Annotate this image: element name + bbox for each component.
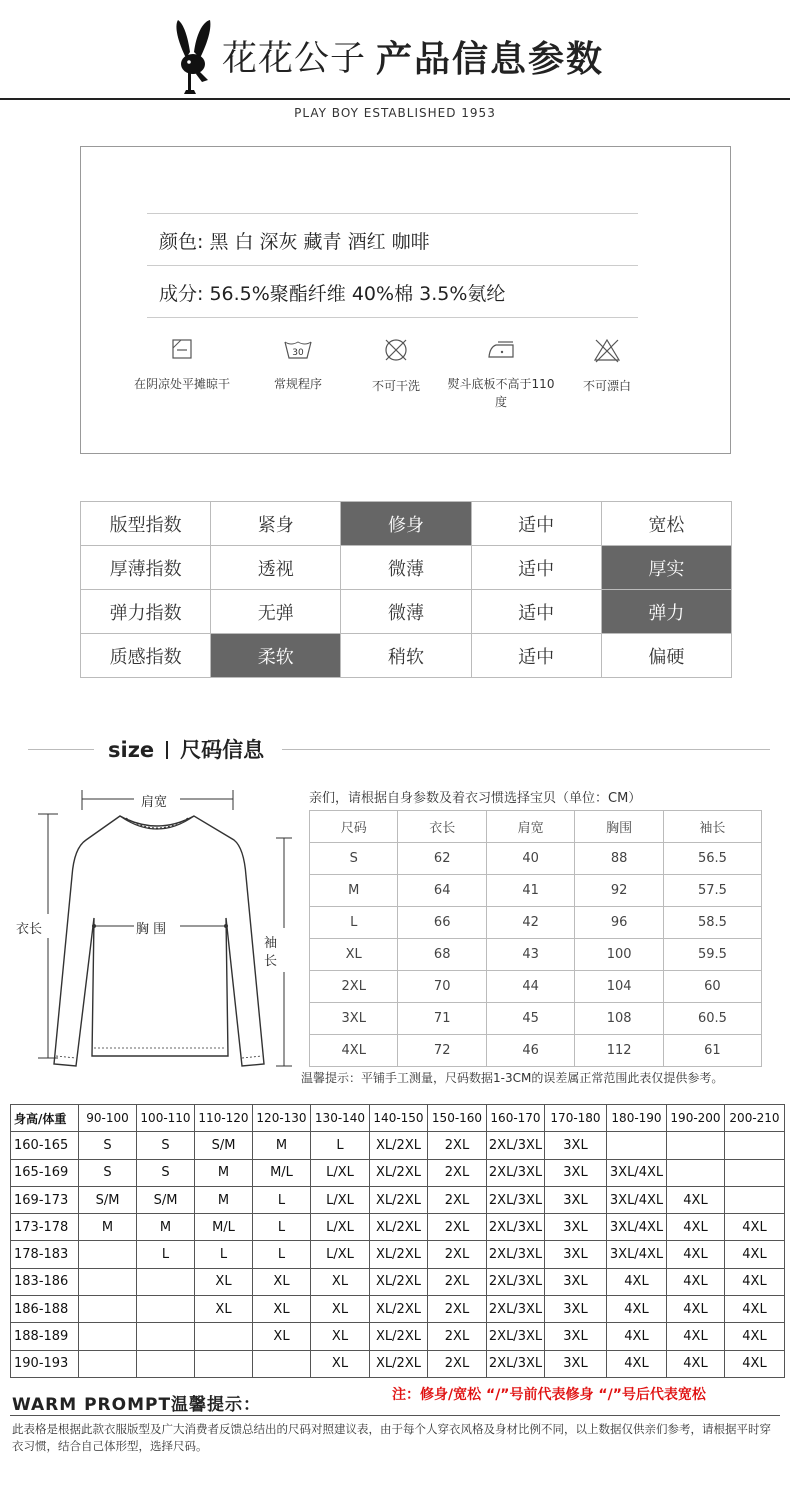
column-header: 160-170: [487, 1105, 545, 1132]
material-line: 成分: 56.5%聚酯纤维 40%棉 3.5%氨纶: [159, 283, 506, 305]
table-cell: 2XL/3XL: [487, 1350, 545, 1377]
table-cell: M: [253, 1132, 311, 1159]
table-cell: XL/2XL: [370, 1186, 428, 1213]
table-cell: 4XL: [607, 1323, 667, 1350]
table-cell-selected: 弹力: [601, 590, 731, 634]
table-cell: 适中: [471, 502, 601, 546]
column-header: 衣长: [398, 811, 486, 843]
table-cell: 2XL/3XL: [487, 1268, 545, 1295]
table-cell: 质感指数: [81, 634, 211, 678]
table-cell: [607, 1132, 667, 1159]
table-row: [81, 590, 732, 634]
brand-name: 花花公子: [222, 39, 367, 79]
care-item: [341, 337, 451, 395]
table-cell: L/XL: [311, 1159, 370, 1186]
table-cell: 3XL: [545, 1214, 607, 1241]
care-item: [552, 337, 662, 395]
table-cell: M/L: [195, 1214, 253, 1241]
table-cell: XL: [311, 1350, 370, 1377]
table-cell: S/M: [137, 1186, 195, 1213]
label-sleeve-1: 袖: [264, 936, 278, 951]
table-cell: XL/2XL: [370, 1350, 428, 1377]
care-label: 不可漂白: [582, 379, 631, 393]
table-cell: XL: [195, 1268, 253, 1295]
flat-dry-shade-icon: [170, 337, 194, 361]
table-cell: [79, 1323, 137, 1350]
table-cell: 3XL: [545, 1132, 607, 1159]
table-cell: 4XL: [667, 1186, 725, 1213]
table-cell: 2XL/3XL: [487, 1214, 545, 1241]
size-title-cn: 尺码信息: [180, 738, 265, 762]
label-sleeve-2: 长: [264, 954, 278, 969]
table-row: [11, 1159, 785, 1186]
table-cell: [725, 1132, 785, 1159]
table-cell: 弹力指数: [81, 590, 211, 634]
table-cell: [137, 1323, 195, 1350]
table-cell: 适中: [471, 546, 601, 590]
table-cell: XL/2XL: [370, 1214, 428, 1241]
table-cell: 92: [575, 875, 663, 907]
table-cell: 2XL: [428, 1241, 487, 1268]
table-cell: 4XL: [667, 1268, 725, 1295]
wash-30-icon: [283, 337, 313, 361]
table-row: [81, 502, 732, 546]
table-cell: [79, 1241, 137, 1268]
table-cell: 2XL/3XL: [487, 1296, 545, 1323]
table-cell: 41: [486, 875, 574, 907]
care-item: [446, 337, 556, 411]
table-cell: 88: [575, 843, 663, 875]
table-cell: [137, 1268, 195, 1295]
table-row: [11, 1132, 785, 1159]
no-bleach-icon: [593, 337, 621, 363]
table-cell-selected: 柔软: [211, 634, 341, 678]
table-cell: M/L: [253, 1159, 311, 1186]
table-cell: 3XL: [545, 1159, 607, 1186]
table-cell: 40: [486, 843, 574, 875]
table-header-row: [310, 811, 762, 843]
column-header: 190-200: [667, 1105, 725, 1132]
table-cell: S: [79, 1159, 137, 1186]
table-cell: 59.5: [663, 939, 761, 971]
table-cell: 3XL/4XL: [607, 1159, 667, 1186]
size-section-title: [108, 734, 264, 764]
column-header: 150-160: [428, 1105, 487, 1132]
table-cell: L/XL: [311, 1214, 370, 1241]
table-cell: 适中: [471, 590, 601, 634]
title-separator: [166, 741, 168, 759]
table-cell: 60.5: [663, 1003, 761, 1035]
table-cell: [137, 1350, 195, 1377]
footer-text: 此表格是根据此款衣服版型及广大消费者反馈总结出的尺码对照建议表，由于每个人穿衣风格及身材比例不同，以上数据仅供亲们参考，请根据平时穿衣习惯，结合自己体形型，选择尺码。: [12, 1422, 771, 1453]
table-cell: 2XL/3XL: [487, 1132, 545, 1159]
column-header: 90-100: [79, 1105, 137, 1132]
care-label: 熨斗底板不高于110度: [447, 377, 555, 409]
table-cell: 3XL: [545, 1241, 607, 1268]
measurement-tip: 温馨提示：平铺手工测量，尺码数据1-3CM的误差属正常范围此表仅提供参考。: [301, 1071, 724, 1085]
table-row: [310, 875, 762, 907]
table-cell: 4XL: [667, 1214, 725, 1241]
table-cell: S: [79, 1132, 137, 1159]
table-row: [310, 971, 762, 1003]
table-cell: L/XL: [311, 1241, 370, 1268]
column-header: 110-120: [195, 1105, 253, 1132]
table-cell: [725, 1186, 785, 1213]
table-cell: S: [137, 1132, 195, 1159]
table-row: [81, 634, 732, 678]
care-item: [243, 337, 353, 393]
table-cell: [137, 1296, 195, 1323]
table-cell: 3XL: [545, 1296, 607, 1323]
table-cell: M: [310, 875, 398, 907]
brand-header: [168, 14, 604, 98]
table-cell: 4XL: [725, 1214, 785, 1241]
table-cell: 4XL: [667, 1241, 725, 1268]
care-label: 在阴凉处平摊晾干: [133, 377, 230, 391]
table-cell: 偏硬: [601, 634, 731, 678]
table-cell: 72: [398, 1035, 486, 1067]
fit-note: 注：修身/宽松 “/”号前代表修身 “/”号后代表宽松: [392, 1387, 706, 1403]
row-header: 188-189: [11, 1323, 79, 1350]
table-cell: XL/2XL: [370, 1268, 428, 1295]
table-cell: XL/2XL: [370, 1132, 428, 1159]
care-label: 不可干洗: [371, 379, 420, 393]
table-cell: 厚薄指数: [81, 546, 211, 590]
divider: [147, 317, 638, 318]
column-header: 胸围: [575, 811, 663, 843]
table-cell: 112: [575, 1035, 663, 1067]
table-row: [310, 1003, 762, 1035]
table-cell: 4XL: [607, 1268, 667, 1295]
row-header: 165-169: [11, 1159, 79, 1186]
table-row: [11, 1296, 785, 1323]
table-cell: M: [195, 1159, 253, 1186]
table-cell: 3XL: [545, 1268, 607, 1295]
column-header: 200-210: [725, 1105, 785, 1132]
table-cell: XL/2XL: [370, 1159, 428, 1186]
table-cell: XL/2XL: [370, 1296, 428, 1323]
table-cell: L: [137, 1241, 195, 1268]
iron-low-icon: [486, 337, 516, 361]
row-header: 190-193: [11, 1350, 79, 1377]
row-header: 183-186: [11, 1268, 79, 1295]
divider: [147, 265, 638, 266]
size-table-note: 亲们，请根据自身参数及着衣习惯选择宝贝（单位：CM）: [309, 791, 642, 806]
table-cell: 100: [575, 939, 663, 971]
row-header: 169-173: [11, 1186, 79, 1213]
table-cell: [253, 1350, 311, 1377]
table-cell: 4XL: [725, 1296, 785, 1323]
table-row: [310, 907, 762, 939]
table-cell: 70: [398, 971, 486, 1003]
column-header: 100-110: [137, 1105, 195, 1132]
table-cell: XL: [310, 939, 398, 971]
table-cell: 2XL: [310, 971, 398, 1003]
color-line: 颜色: 黑 白 深灰 藏青 酒红 咖啡: [159, 231, 430, 253]
table-cell: 58.5: [663, 907, 761, 939]
table-cell: 透视: [211, 546, 341, 590]
table-cell: S/M: [195, 1132, 253, 1159]
table-row: [11, 1350, 785, 1377]
table-cell: 4XL: [667, 1296, 725, 1323]
table-cell: 56.5: [663, 843, 761, 875]
table-cell-selected: 厚实: [601, 546, 731, 590]
table-cell: S: [310, 843, 398, 875]
table-cell: 2XL: [428, 1323, 487, 1350]
table-cell: 61: [663, 1035, 761, 1067]
table-cell: XL: [253, 1296, 311, 1323]
table-cell: XL: [195, 1296, 253, 1323]
row-header: 173-178: [11, 1214, 79, 1241]
table-cell: XL: [253, 1323, 311, 1350]
table-cell: 2XL/3XL: [487, 1323, 545, 1350]
table-cell: 66: [398, 907, 486, 939]
table-cell: 4XL: [667, 1323, 725, 1350]
table-cell: 4XL: [725, 1323, 785, 1350]
table-cell: 2XL: [428, 1132, 487, 1159]
label-length: 衣长: [16, 922, 43, 937]
table-cell: 3XL: [310, 1003, 398, 1035]
column-header: 180-190: [607, 1105, 667, 1132]
table-row: [81, 546, 732, 590]
table-cell: 42: [486, 907, 574, 939]
table-cell: 紧身: [211, 502, 341, 546]
table-cell: 3XL/4XL: [607, 1241, 667, 1268]
table-cell: 62: [398, 843, 486, 875]
table-cell: 2XL: [428, 1268, 487, 1295]
table-cell: 64: [398, 875, 486, 907]
table-cell: 宽松: [601, 502, 731, 546]
table-cell: 微薄: [341, 546, 471, 590]
table-cell: XL: [311, 1323, 370, 1350]
table-cell: 104: [575, 971, 663, 1003]
table-cell: 4XL: [607, 1296, 667, 1323]
care-label: 常规程序: [273, 377, 322, 391]
table-cell: 4XL: [725, 1241, 785, 1268]
header-divider: [0, 98, 790, 100]
table-cell: L: [253, 1214, 311, 1241]
table-cell: 2XL: [428, 1186, 487, 1213]
column-header: 身高/体重: [11, 1105, 79, 1132]
table-cell: L: [311, 1132, 370, 1159]
table-cell: 45: [486, 1003, 574, 1035]
table-cell: 适中: [471, 634, 601, 678]
divider: [147, 213, 638, 214]
table-cell: 4XL: [667, 1350, 725, 1377]
table-cell: 稍软: [341, 634, 471, 678]
table-cell: 2XL: [428, 1350, 487, 1377]
table-cell: [195, 1323, 253, 1350]
product-info-box: [80, 146, 731, 454]
table-cell: 68: [398, 939, 486, 971]
column-header: 尺码: [310, 811, 398, 843]
table-cell: XL: [311, 1268, 370, 1295]
table-row: [11, 1323, 785, 1350]
fit-index-table: [80, 501, 732, 678]
svg-text:30: 30: [292, 348, 304, 358]
table-row: [310, 1035, 762, 1067]
table-cell: 2XL/3XL: [487, 1186, 545, 1213]
table-cell: 4XL: [725, 1350, 785, 1377]
table-cell: [79, 1296, 137, 1323]
size-title-en: size: [108, 738, 155, 762]
table-row: [310, 843, 762, 875]
divider: [282, 749, 770, 750]
table-cell: 3XL/4XL: [607, 1214, 667, 1241]
table-cell: 4XL: [310, 1035, 398, 1067]
table-cell: XL: [311, 1296, 370, 1323]
table-cell: 2XL: [428, 1296, 487, 1323]
column-header: 130-140: [311, 1105, 370, 1132]
table-cell: 3XL: [545, 1186, 607, 1213]
table-cell: L: [195, 1241, 253, 1268]
table-cell: M: [137, 1214, 195, 1241]
table-cell: [667, 1132, 725, 1159]
divider: [10, 1415, 780, 1416]
care-item: [127, 337, 237, 393]
height-weight-table: [10, 1104, 785, 1378]
table-cell: 3XL: [545, 1350, 607, 1377]
table-cell: L: [310, 907, 398, 939]
table-cell: 2XL/3XL: [487, 1159, 545, 1186]
table-cell: 4XL: [607, 1350, 667, 1377]
table-header-row: [11, 1105, 785, 1132]
table-cell: 3XL/4XL: [607, 1186, 667, 1213]
row-header: 178-183: [11, 1241, 79, 1268]
column-header: 肩宽: [486, 811, 574, 843]
table-cell: L/XL: [311, 1186, 370, 1213]
column-header: 170-180: [545, 1105, 607, 1132]
bunny-logo-icon: [168, 18, 218, 94]
size-table: [309, 810, 762, 1067]
table-cell: 46: [486, 1035, 574, 1067]
table-cell: M: [79, 1214, 137, 1241]
table-cell: 96: [575, 907, 663, 939]
table-row: [310, 939, 762, 971]
table-cell: 3XL: [545, 1323, 607, 1350]
table-cell: [79, 1350, 137, 1377]
table-cell: M: [195, 1186, 253, 1213]
table-cell: XL: [253, 1268, 311, 1295]
brand-tagline: PLAY BOY ESTABLISHED 1953: [294, 106, 496, 120]
table-cell: L: [253, 1186, 311, 1213]
table-row: [11, 1186, 785, 1213]
table-row: [11, 1241, 785, 1268]
table-cell: 57.5: [663, 875, 761, 907]
table-cell: 2XL/3XL: [487, 1241, 545, 1268]
column-header: 袖长: [663, 811, 761, 843]
table-cell: [667, 1159, 725, 1186]
table-cell: 2XL: [428, 1159, 487, 1186]
table-row: [11, 1268, 785, 1295]
no-dry-clean-icon: [383, 337, 409, 363]
table-cell: 60: [663, 971, 761, 1003]
label-chest: 胸 围: [136, 922, 167, 937]
table-cell: 无弹: [211, 590, 341, 634]
table-row: [11, 1214, 785, 1241]
table-cell: [195, 1350, 253, 1377]
table-cell: S: [137, 1159, 195, 1186]
table-cell: 44: [486, 971, 574, 1003]
table-cell: [79, 1268, 137, 1295]
table-cell: 2XL: [428, 1214, 487, 1241]
table-cell: XL/2XL: [370, 1323, 428, 1350]
table-cell: 微薄: [341, 590, 471, 634]
label-shoulder: 肩宽: [141, 795, 168, 810]
column-header: 120-130: [253, 1105, 311, 1132]
table-cell: S/M: [79, 1186, 137, 1213]
table-cell: 108: [575, 1003, 663, 1035]
page-title: 产品信息参数: [376, 38, 605, 80]
table-cell: 版型指数: [81, 502, 211, 546]
table-cell: 4XL: [725, 1268, 785, 1295]
column-header: 140-150: [370, 1105, 428, 1132]
row-header: 160-165: [11, 1132, 79, 1159]
row-header: 186-188: [11, 1296, 79, 1323]
warm-prompt-title: WARM PROMPT温馨提示：: [12, 1395, 262, 1415]
table-cell: [725, 1159, 785, 1186]
table-cell: 43: [486, 939, 574, 971]
table-cell: L: [253, 1241, 311, 1268]
table-cell-selected: 修身: [341, 502, 471, 546]
table-cell: XL/2XL: [370, 1241, 428, 1268]
divider: [28, 749, 94, 750]
table-cell: 71: [398, 1003, 486, 1035]
